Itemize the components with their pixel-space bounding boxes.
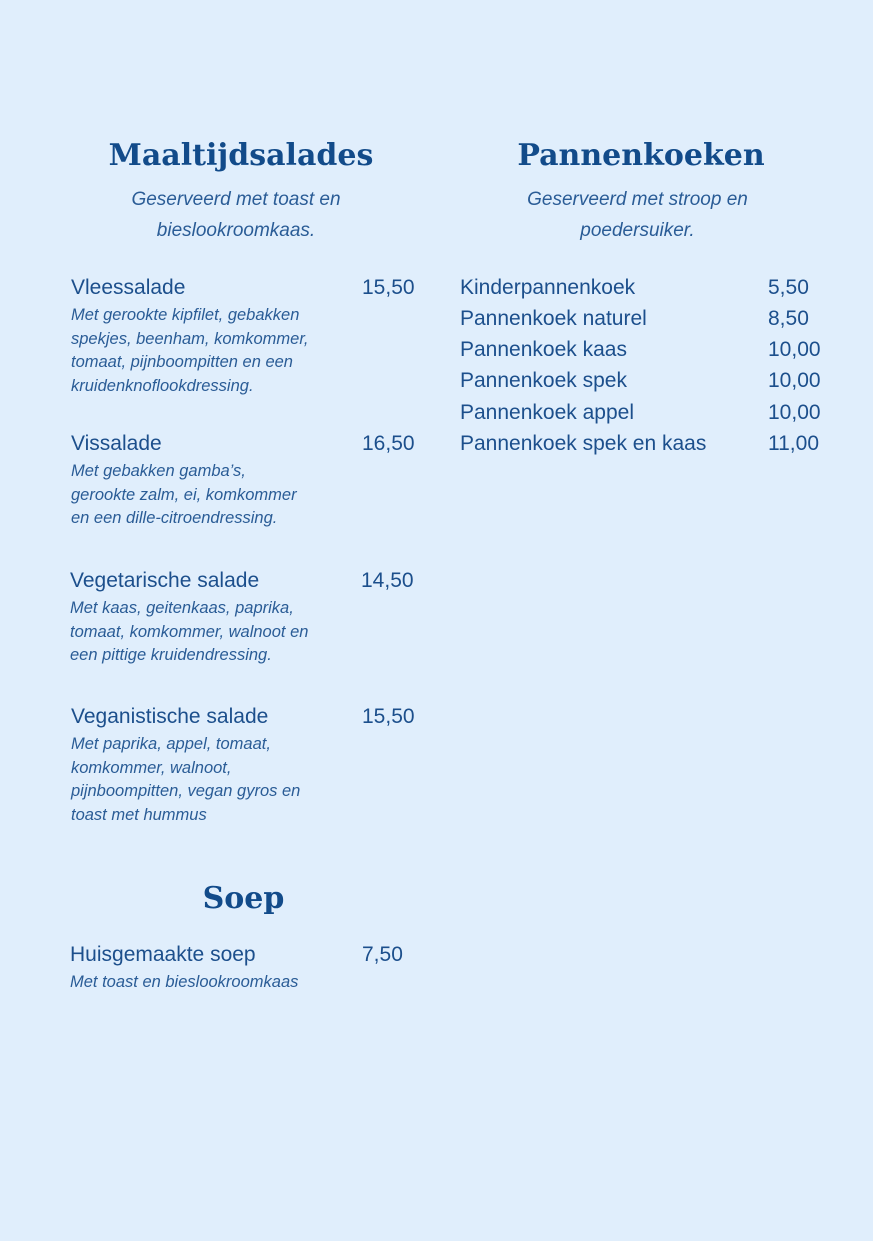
item-price: 15,50 — [362, 276, 415, 299]
pancakes-subtitle-line1: Geserveerd met stroop en — [527, 189, 748, 210]
menu-item-pannenkoek-appel — [460, 401, 840, 427]
item-name: Pannenkoek spek — [460, 369, 627, 392]
item-price: 15,50 — [362, 705, 415, 728]
soup-title: Soep — [202, 881, 285, 916]
menu-item-kinderpannenkoek — [460, 276, 840, 302]
salads-title: Maaltijdsalades — [108, 138, 374, 173]
menu-item-pannenkoek-spek — [460, 369, 840, 395]
item-description: Met kaas, geitenkaas, paprika, tomaat, komkommer, walnoot en een pittige kruidendressing. — [70, 599, 309, 664]
menu-item-pannenkoek-spek-en-kaas — [460, 432, 840, 458]
item-name: Pannenkoek naturel — [460, 307, 647, 330]
item-price: 14,50 — [361, 569, 414, 592]
salads-subtitle-line2: bieslookroomkaas. — [156, 220, 316, 241]
pancakes-subtitle — [470, 184, 805, 246]
item-name: Kinderpannenkoek — [460, 276, 636, 299]
item-name: Vegetarische salade — [70, 569, 260, 592]
pancakes-title: Pannenkoeken — [517, 138, 765, 173]
item-name: Veganistische salade — [71, 705, 269, 728]
item-description: Met paprika, appel, tomaat, komkommer, walnoot, pijnboompitten, vegan gyros en toast met hummus — [71, 735, 301, 824]
item-price: 10,00 — [768, 369, 821, 392]
menu-item-vissalade — [71, 432, 416, 532]
item-price: 16,50 — [362, 432, 415, 455]
item-price: 11,00 — [768, 432, 819, 455]
item-price: 7,50 — [362, 943, 403, 966]
item-name: Pannenkoek appel — [460, 401, 634, 424]
item-name: Vleessalade — [71, 276, 186, 299]
item-description: Met toast en bieslookroomkaas — [70, 973, 299, 991]
item-name: Huisgemaakte soep — [70, 943, 256, 966]
item-name: Pannenkoek kaas — [460, 338, 627, 361]
salads-subtitle — [70, 184, 402, 246]
item-price: 10,00 — [768, 401, 821, 424]
menu-item-vegetarische-salade — [70, 569, 415, 669]
menu-item-huisgemaakte-soep — [70, 943, 415, 998]
menu-item-veganistische-salade — [71, 705, 416, 830]
salads-subtitle-line1: Geserveerd met toast en — [131, 189, 341, 210]
item-price: 8,50 — [768, 307, 809, 330]
item-name: Pannenkoek spek en kaas — [460, 432, 707, 455]
menu-item-pannenkoek-kaas — [460, 338, 840, 364]
item-price: 10,00 — [768, 338, 821, 361]
menu-item-pannenkoek-naturel — [460, 307, 840, 333]
menu-item-vleessalade — [71, 276, 416, 396]
item-description: Met gerookte kipfilet, gebakken spekjes, beenham, komkommer, tomaat, pijnboompitten en een kruidenknoflookdressing. — [71, 306, 309, 395]
item-description: Met gebakken gamba’s, gerookte zalm, ei, komkommer en een dille-citroendressing. — [71, 462, 297, 527]
item-name: Vissalade — [71, 432, 162, 455]
pancakes-subtitle-line2: poedersuiker. — [580, 220, 695, 241]
item-price: 5,50 — [768, 276, 809, 299]
